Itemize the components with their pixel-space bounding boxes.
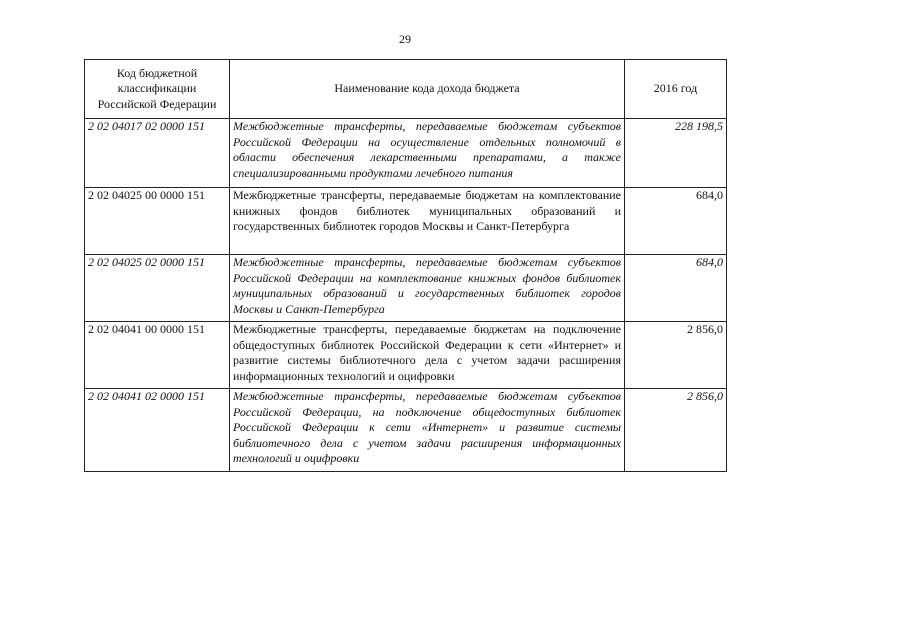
table-row — [85, 119, 727, 188]
row-name: Межбюджетные трансферты, передаваемые бюджетам на комплектование книжных фондов библиотек муниципальных образований и государственных библиотек городов Москвы и Санкт-Петербурга — [230, 188, 625, 255]
row-code: 2 02 04025 02 0000 151 — [85, 255, 230, 322]
table-row — [85, 255, 727, 322]
row-name: Межбюджетные трансферты, передаваемые бюджетам на подключение общедоступных библиотек Российской Федерации к сети «Интернет» и развитие системы библиотечного дела с учетом задачи расширения информационных технологий и оцифровки — [230, 322, 625, 389]
row-name: Межбюджетные трансферты, передаваемые бюджетам субъектов Российской Федерации на комплектование книжных фондов библиотек муниципальных образований и государственных библиотек городов Москвы и Санкт-Петербурга — [230, 255, 625, 322]
row-amount: 2 856,0 — [625, 322, 727, 389]
row-code: 2 02 04017 02 0000 151 — [85, 119, 230, 188]
row-name: Межбюджетные трансферты, передаваемые бюджетам субъектов Российской Федерации, на подключение общедоступных библиотек Российской Федерации к сети «Интернет» и развитие системы библиотечного дела с учетом задачи расширения информационных технологий и оцифровки — [230, 389, 625, 472]
row-amount: 2 856,0 — [625, 389, 727, 472]
row-amount: 228 198,5 — [625, 119, 727, 188]
row-code: 2 02 04041 02 0000 151 — [85, 389, 230, 472]
row-name: Межбюджетные трансферты, передаваемые бюджетам субъектов Российской Федерации на осуществление отдельных полномочий в области обеспечения лекарственными препаратами, а также специализированными продуктами лечебного питания — [230, 119, 625, 188]
header-code: Код бюджетной классификации Российской Федерации — [85, 60, 230, 119]
row-code: 2 02 04041 00 0000 151 — [85, 322, 230, 389]
table-row — [85, 188, 727, 255]
budget-revenue-table — [84, 59, 727, 472]
header-year: 2016 год — [625, 60, 727, 119]
table-header-row — [85, 60, 727, 119]
row-amount: 684,0 — [625, 188, 727, 255]
header-name: Наименование кода дохода бюджета — [230, 60, 625, 119]
table-row — [85, 322, 727, 389]
page-number: 29 — [399, 32, 411, 46]
table-row — [85, 389, 727, 472]
row-amount: 684,0 — [625, 255, 727, 322]
row-code: 2 02 04025 00 0000 151 — [85, 188, 230, 255]
